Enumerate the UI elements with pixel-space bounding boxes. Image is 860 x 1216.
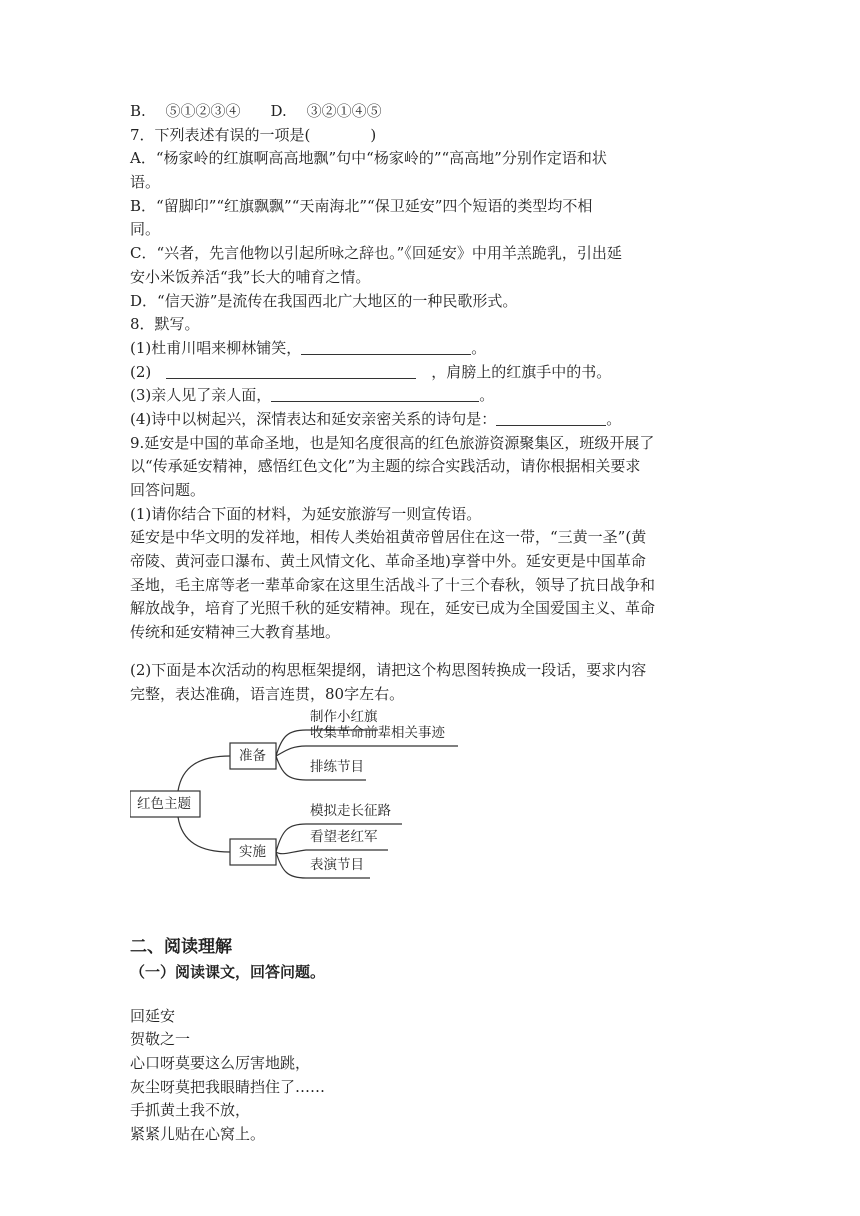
section-heading: 二、阅读理解 <box>130 937 232 958</box>
branch2-label: 实施 <box>239 844 266 861</box>
subsection-heading: （一）阅读课文，回答问题。 <box>130 963 326 982</box>
answer-blank-3[interactable] <box>271 387 479 402</box>
poem-author: 贺敬之一 <box>130 1030 191 1049</box>
q9-part2-line1: (2)下面是本次活动的构思框架提纲，请把这个构思图转换成一段话，要求内容 <box>130 660 647 679</box>
branch1-item-1: 制作小红旗 <box>310 709 378 726</box>
q9-part1-prompt: (1)请你结合下面的材料，为延安旅游写一则宣传语。 <box>130 504 482 523</box>
q8-item-2 <box>130 361 730 385</box>
q7-option-b-line2: 同。 <box>130 220 161 239</box>
q7-option-a-line2: 语。 <box>130 173 161 192</box>
branch1-item-3: 排练节目 <box>310 759 364 776</box>
q7-option-a-line1: A．“杨家岭的红旗啊高高地飘”句中“杨家岭的”“高高地”分别作定语和状 <box>130 149 607 168</box>
q8-item-4-text: (4)诗中以树起兴，深情表达和延安亲密关系的诗句是： <box>130 409 497 428</box>
q7-option-c-line1: C．“兴者，先言他物以引起所咏之辞也。”《回延安》中用羊羔跪乳，引出延 <box>130 244 622 263</box>
document-page <box>130 100 730 1147</box>
poem-line-1: 心口呀莫要这么厉害地跳， <box>130 1054 311 1073</box>
connector-b2-item2 <box>276 850 388 854</box>
branch1-item-2: 收集革命前辈相关事迹 <box>310 725 445 742</box>
q8-item-1-text: (1)杜甫川唱来柳林铺笑， <box>130 338 302 357</box>
q9-stem-line2: 以“传承延安精神，感悟红色文化”为主题的综合实践活动，请你根据相关要求 <box>130 457 641 476</box>
branch2-item-1: 模拟走长征路 <box>310 803 391 820</box>
poem-title: 回延安 <box>130 1006 176 1025</box>
poem-line-3: 手抓黄土我不放， <box>130 1101 251 1120</box>
answer-blank-4[interactable] <box>496 411 606 426</box>
q9-material-line2: 帝陵、黄河壶口瀑布、黄土风情文化、革命圣地)享誉中外。延安更是中国革命 <box>130 552 646 571</box>
q8-stem: 8．默写。 <box>130 315 200 334</box>
q9-material-line5: 传统和延安精神三大教育基地。 <box>130 623 341 642</box>
q6-options-bd: B. ⑤①②③④ D. ③②①④⑤ <box>130 102 382 120</box>
q8-item-2-text: (2) <box>130 362 167 381</box>
q9-material-line3: 圣地，毛主席等老一辈革命家在这里生活战斗了十三个春秋，领导了抗日战争和 <box>130 575 656 594</box>
mind-map-diagram <box>130 708 730 888</box>
q7-option-d: D．“信天游”是流传在我国西北广大地区的一种民歌形式。 <box>130 291 518 310</box>
connector-root-to-branch1 <box>178 756 230 791</box>
q9-part2-line2: 完整，表达准确，语言连贯，80字左右。 <box>130 684 405 703</box>
connector-root-to-branch2 <box>178 817 230 852</box>
branch1-label: 准备 <box>239 748 266 765</box>
branch2-item-2: 看望老红军 <box>310 829 378 846</box>
poem-line-2: 灰尘呀莫把我眼睛挡住了…… <box>130 1077 326 1096</box>
q7-option-c-line2: 安小米饭养活“我”长大的哺育之情。 <box>130 267 371 286</box>
connector-b1-item2 <box>276 746 458 756</box>
answer-blank-2[interactable] <box>166 364 416 379</box>
q8-item-1-end: 。 <box>471 338 487 357</box>
q9-material-line4: 解放战争，培育了光照千秋的延安精神。现在，延安已成为全国爱国主义、革命 <box>130 599 656 618</box>
answer-blank-1[interactable] <box>301 340 471 355</box>
q9-stem-line3: 回答问题。 <box>130 481 206 499</box>
q7-option-b-line1: B．“留脚印”“红旗飘飘”“天南海北”“保卫延安”四个短语的类型均不相 <box>130 196 593 215</box>
q8-item-4-end: 。 <box>606 409 622 428</box>
branch2-item-3: 表演节目 <box>310 857 364 874</box>
q8-item-3 <box>130 384 730 408</box>
q7-stem: 7．下列表述有误的一项是( ) <box>130 125 377 144</box>
q8-item-3-end: 。 <box>479 386 495 405</box>
q9-stem-line1: 9.延安是中国的革命圣地，也是知名度很高的红色旅游资源聚集区，班级开展了 <box>130 433 655 452</box>
q8-item-3-text: (3)亲人见了亲人面， <box>130 386 272 405</box>
q8-item-1 <box>130 337 730 361</box>
q8-item-4 <box>130 408 730 432</box>
q9-material-line1: 延安是中华文明的发祥地，相传人类始祖黄帝曾居住在这一带，“三黄一圣”(黄 <box>130 528 647 547</box>
q8-item-2-end: ，肩膀上的红旗手中的书。 <box>416 362 612 381</box>
poem-line-4: 紧紧儿贴在心窝上。 <box>130 1125 266 1144</box>
root-node-label: 红色主题 <box>137 796 191 813</box>
